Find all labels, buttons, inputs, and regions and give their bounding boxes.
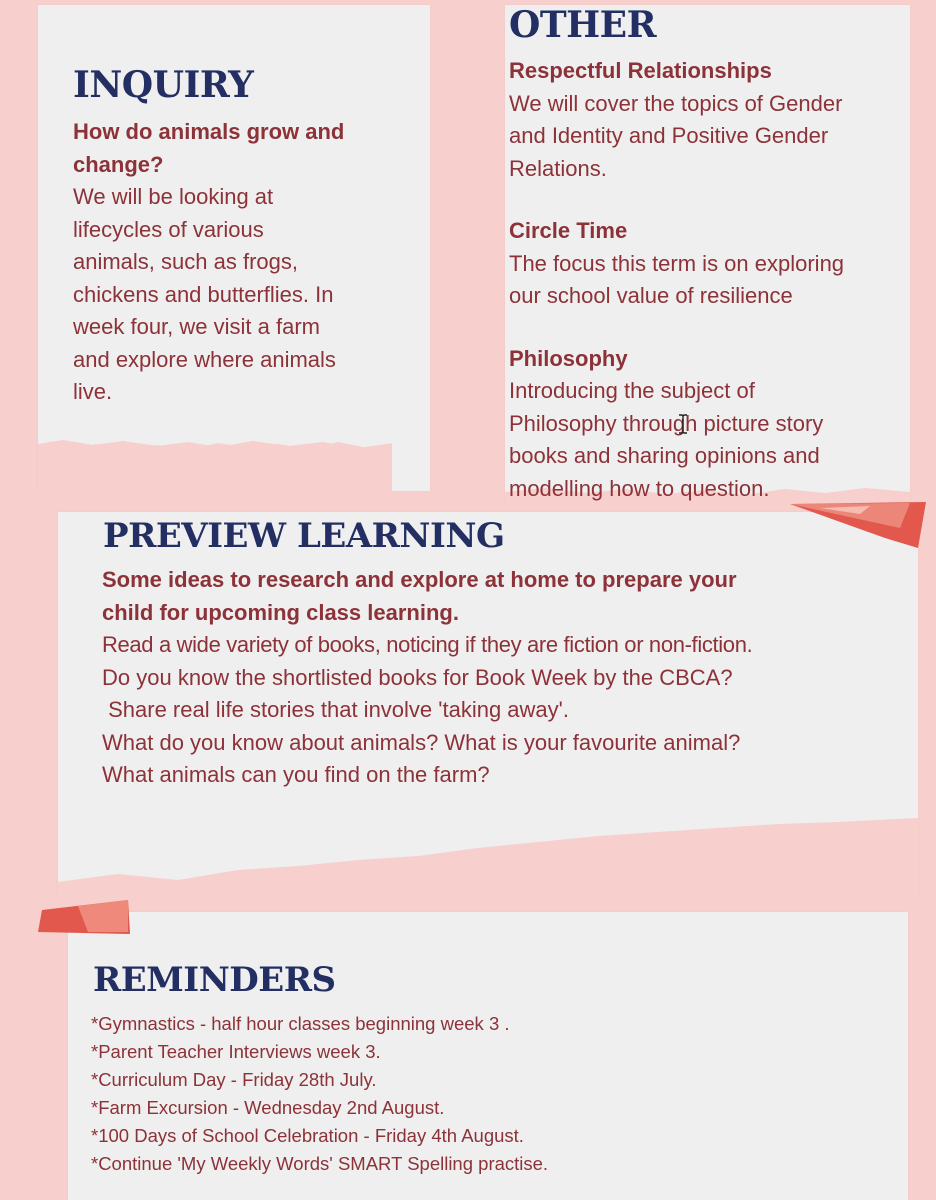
reminder-item: *Farm Excursion - Wednesday 2nd August. [91, 1097, 445, 1118]
other-line: We will cover the topics of Gender [509, 90, 843, 116]
inquiry-line: We will be looking at [73, 184, 274, 209]
preview-line: Read a wide variety of books, noticing if they are fiction or non-fiction. [102, 632, 753, 657]
other-line: The focus this term is on exploring [509, 250, 845, 276]
inquiry-torn-edge [38, 436, 430, 491]
other-line: and Identity and Positive Gender [509, 123, 829, 148]
inquiry-line: chickens and butterflies. In [73, 281, 334, 307]
other-heading: OTHER [509, 4, 657, 46]
preview-line: What animals can you find on the farm? [102, 762, 490, 787]
other-line: Introducing the subject of [509, 378, 755, 403]
preview-line: Do you know the shortlisted books for Book Week by the CBCA? [102, 664, 733, 690]
other-line: Relations. [509, 155, 607, 181]
other-line: our school value of resilience [509, 283, 793, 308]
preview-torn-edge [58, 818, 918, 900]
inquiry-edge-right [392, 436, 430, 491]
reminder-item: *Continue 'My Weekly Words' SMART Spelling practise. [91, 1153, 549, 1174]
inquiry-line: week four, we visit a farm [73, 314, 320, 339]
inquiry-question: How do animals grow and change? [73, 119, 345, 177]
reminder-item: *Parent Teacher Interviews week 3. [91, 1041, 381, 1062]
circle-time-title: Circle Time [509, 218, 628, 243]
reminders-content [91, 1010, 891, 1178]
inquiry-line: and explore where animals [73, 346, 336, 372]
respectful-relationships-title: Respectful Relationships [509, 58, 772, 83]
preview-heading: PREVIEW LEARNING [103, 516, 505, 556]
other-content [509, 55, 909, 505]
inquiry-heading: INQUIRY [73, 64, 254, 106]
other-line: books and sharing opinions and [509, 443, 820, 468]
inquiry-line: animals, such as frogs, [73, 249, 298, 274]
inquiry-line: lifecycles of various [73, 216, 264, 242]
inquiry-content [73, 116, 423, 409]
philosophy-title: Philosophy [509, 345, 628, 371]
preview-intro: child for upcoming class learning. [102, 599, 459, 625]
reminders-heading: REMINDERS [93, 960, 336, 1000]
inquiry-line: live. [73, 379, 113, 404]
other-line: Philosophy through picture story [509, 410, 824, 436]
text-cursor-icon [677, 413, 689, 435]
decorative-strip-left-icon [38, 898, 133, 938]
preview-line: What do you know about animals? What is your favourite animal? [102, 729, 741, 755]
other-line: modelling how to question. [509, 475, 770, 501]
preview-intro: Some ideas to research and explore at home to prepare your [102, 567, 737, 592]
reminder-item: *Curriculum Day - Friday 28th July. [91, 1069, 377, 1090]
reminder-item: *Gymnastics - half hour classes beginning week 3 . [91, 1013, 510, 1034]
reminder-item: *100 Days of School Celebration - Friday 4th August. [91, 1125, 524, 1146]
decorative-strip-icon [790, 500, 930, 550]
preview-content [102, 564, 922, 792]
preview-line: Share real life stories that involve 'taking away'. [102, 697, 569, 722]
